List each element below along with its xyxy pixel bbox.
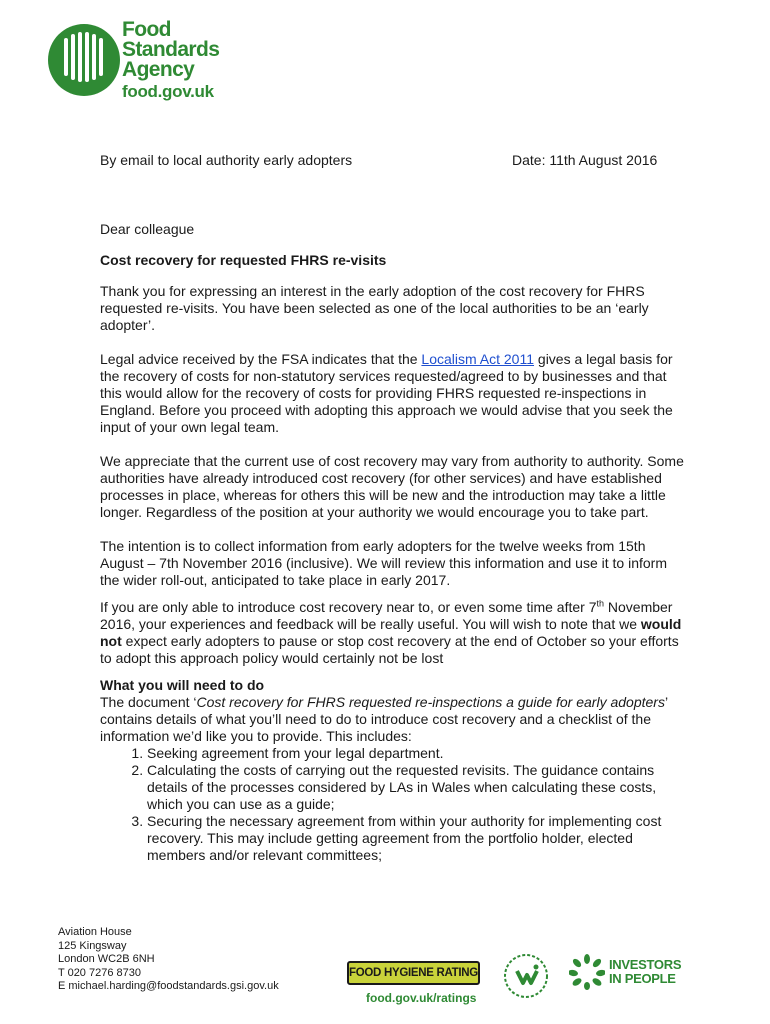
paragraph-2 [100,351,685,436]
footer-address [58,926,279,994]
paragraph-6-b: ’ contains details of what you’ll need to do to introduce cost recovery and a checklist of the information we’d like you to provide. This includes: [100,694,668,744]
paragraph-2-start: Legal advice received by the FSA indicates that the [100,351,422,367]
food-hygiene-rating-badge: FOOD HYGIENE RATING [347,961,480,985]
address-line: Aviation House [58,926,132,938]
ratings-url[interactable]: food.gov.uk/ratings [366,991,477,1005]
paragraph-4: The intention is to collect information from early adopters for the twelve weeks from 15th August – 7th November 2016 (inclusive). We will review this information and use it to inform the wider roll-out, anticipated to take place in early 2017. [100,538,667,588]
section-heading: What you will need to do [100,677,265,693]
superscript-th: th [596,598,604,609]
paragraph-5-b: November 2016, your experiences and feedback will be really useful. You will wish to note that we [100,599,673,632]
paragraph-3: We appreciate that the current use of cost recovery may vary from authority to authority. Some authorities have already introduced cost recovery (for other services) and have established processes in place, whereas for others this will be new and the introduction may take a little longer. Regardless of the position at your authority we would encourage you to take part. [100,453,684,520]
address-line: 125 Kingsway [58,939,127,952]
letter-date: Date: 11th August 2016 [512,152,658,168]
agency-name-line2: Standards [122,38,220,61]
requirements-list [100,745,685,864]
disability-confident-icon [503,953,549,999]
investors-in-people-icon [569,954,605,990]
agency-name-line3: Agency [122,58,195,81]
list-item: 2. Calculating the costs of carrying out the requested revisits. The guidance contains details of the processes considered by LAs in Wales when calculating these costs, which you can use as a guide; [147,762,685,813]
list-item: 3. Securing the necessary agreement from within your authority for implementing cost recovery. This may include getting agreement from the portfolio holder, elected members and/or relevant committees; [147,813,685,864]
letter-body [100,221,685,864]
agency-name [122,20,219,102]
recipient-line: By email to local authority early adopters [100,152,353,168]
paragraph-5-a: If you are only able to introduce cost recovery near to, or even some time after 7 [100,599,597,615]
list-item: 1. Seeking agreement from your legal department. [147,745,685,762]
investors-in-people-text [609,958,681,986]
localism-act-link[interactable]: Localism Act 2011 [421,351,535,367]
agency-name-line1: Food [122,18,171,41]
iip-line-2: IN PEOPLE [609,971,676,986]
email-line[interactable]: E michael.harding@foodstandards.gsi.gov.uk [58,980,279,992]
iip-line-1: INVESTORS [609,957,682,972]
letter-subject: Cost recovery for requested FHRS re-visits [100,252,387,268]
paragraph-5-c: expect early adopters to pause or stop cost recovery at the end of October so your efforts to adopt this approach policy would certainly not be lost [100,633,679,666]
document-title: Cost recovery for FHRS requested re-inspections a guide for early adopters [196,694,665,710]
paragraph-6-a: The document ‘ [100,694,197,710]
paragraph-1: Thank you for expressing an interest in the early adoption of the cost recovery for FHRS requested re-visits. You have been selected as one of the local authorities to be an ‘early adopter’. [100,283,649,333]
address-line: London WC2B 6NH [58,953,155,965]
salutation: Dear colleague [100,221,195,237]
agency-url[interactable]: food.gov.uk [122,82,214,101]
paragraph-6 [100,694,685,745]
paragraph-5 [100,599,685,667]
phone-line: T 020 7276 8730 [58,966,141,979]
paragraph-2-end: gives a legal basis for the recovery of costs for non-statutory services requested/agreed to by businesses and that this would allow for the recovery of costs for providing FHRS requested re-inspections in England. Before you proceed with adopting this approach we would advise that you seek the input of your own legal team. [100,351,673,435]
emphasis-would-not: would not [100,616,682,649]
